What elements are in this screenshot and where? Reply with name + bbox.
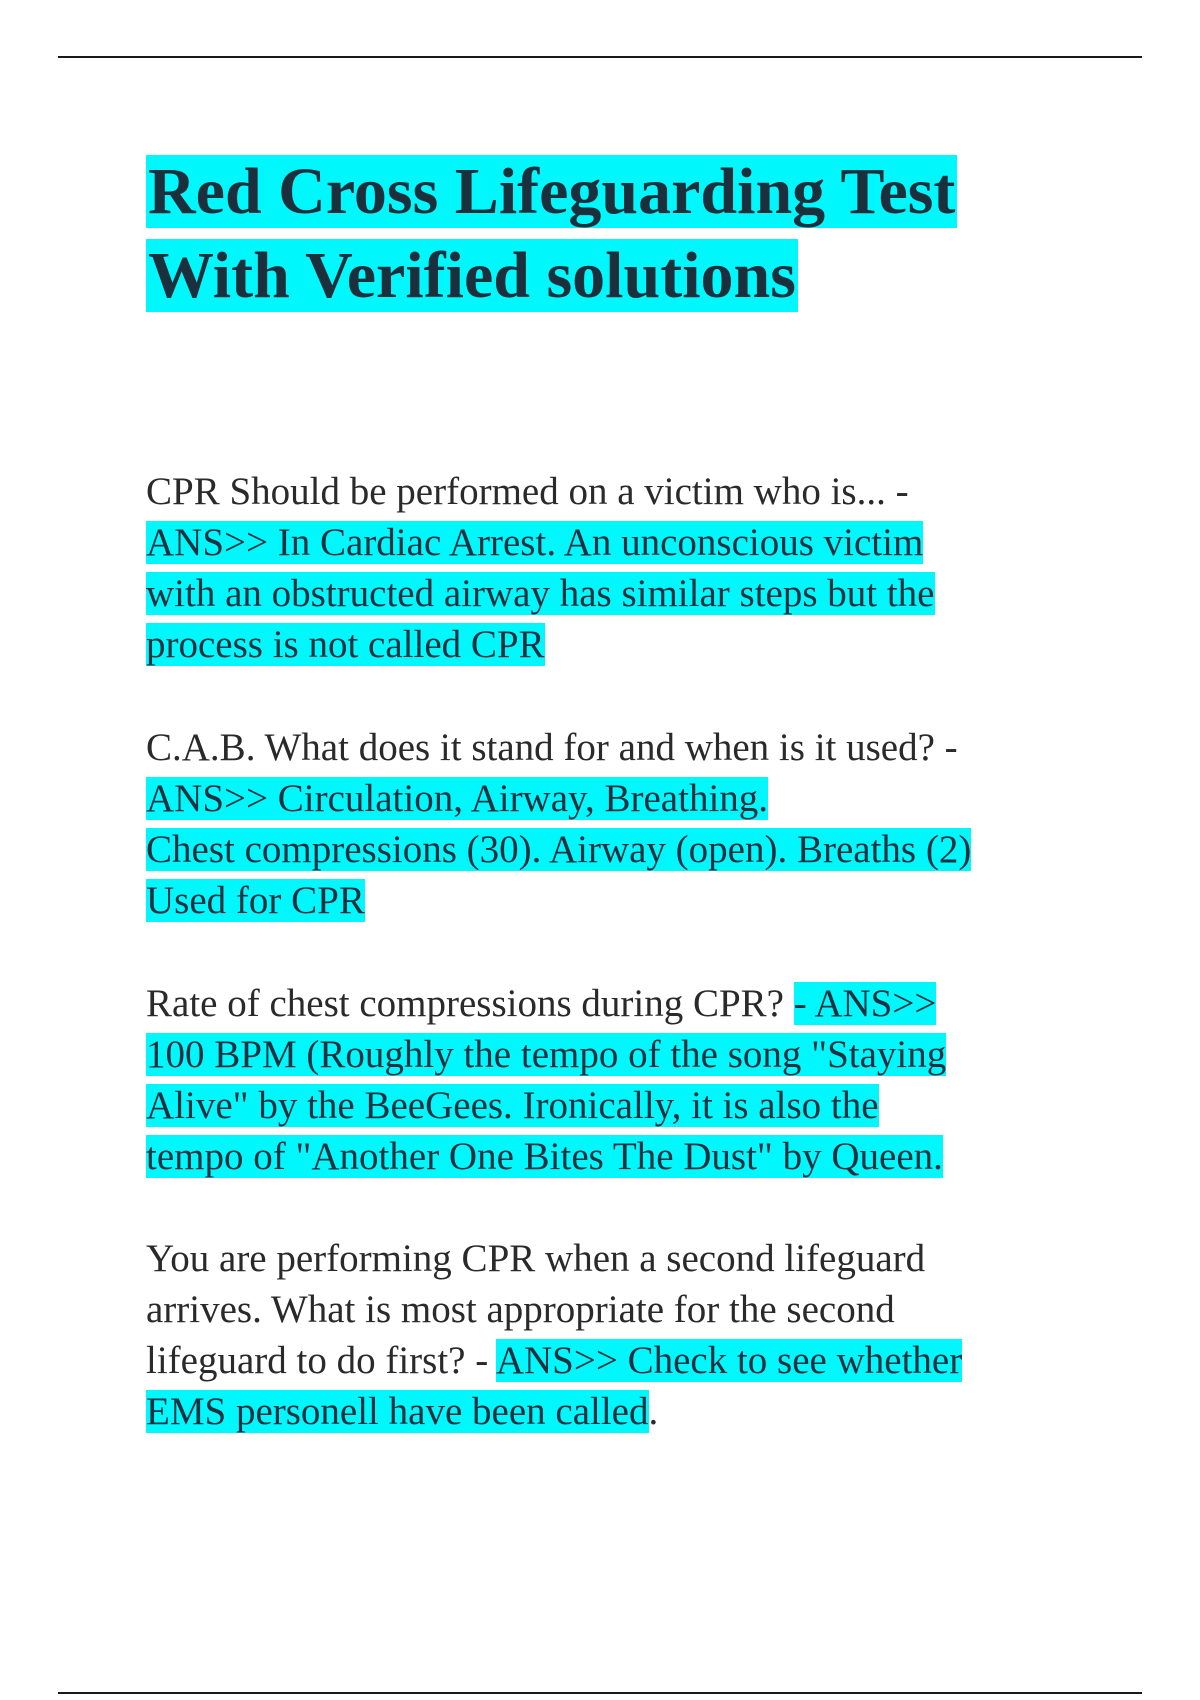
answer-text: - ANS>> [793,982,937,1025]
answer-text: 100 BPM (Roughly the tempo of the song "Staying [146,1033,947,1076]
qa-2-line-1 [146,722,1106,773]
answer-text: ANS>> Check to see whether [495,1339,963,1382]
qa-4-line-3 [146,1335,1106,1386]
qa-2-line-2 [146,773,1106,824]
answer-text: ANS>> In Cardiac Arrest. An unconscious victim [146,521,924,564]
qa-4-line-2 [146,1284,1106,1335]
title-line-1: Red Cross Lifeguarding Test [148,155,956,228]
question-text: CPR Should be performed on a victim who is... - [146,470,909,513]
question-text: Rate of chest compressions during CPR? [146,982,794,1025]
title-line-2: With Verified solutions [148,239,796,312]
answer-text: Used for CPR [146,879,365,922]
answer-text: tempo of "Another One Bites The Dust" by Queen. [146,1135,943,1178]
qa-1-line-3 [146,568,1106,619]
question-text: arrives. What is most appropriate for the second [146,1288,895,1331]
qa-3-line-3 [146,1080,1106,1131]
qa-3-line-1 [146,978,1106,1029]
qa-1-line-4 [146,619,1106,670]
qa-item-4 [146,1233,1106,1437]
question-text: lifeguard to do first? - [146,1339,496,1382]
qa-4-line-4 [146,1386,1106,1437]
answer-text: Chest compressions (30). Airway (open). Breaths (2) [146,828,972,871]
question-text: You are performing CPR when a second lifeguard [146,1237,926,1280]
qa-item-2 [146,722,1106,926]
qa-item-3 [146,978,1106,1182]
answer-text: process is not called CPR [146,623,545,666]
answer-text: with an obstructed airway has similar steps but the [146,572,935,615]
qa-1-line-2 [146,517,1106,568]
qa-item-1 [146,466,1106,670]
top-rule [58,56,1142,58]
answer-text: Alive" by the BeeGees. Ironically, it is also the [146,1084,879,1127]
question-text: C.A.B. What does it stand for and when is it used? - [146,726,958,769]
bottom-rule [58,1692,1142,1694]
qa-3-line-4 [146,1131,1106,1182]
answer-text: EMS personell have been called [146,1390,649,1433]
trailing-period: . [648,1390,659,1433]
qa-2-line-3 [146,824,1106,875]
qa-1-line-1 [146,466,1106,517]
qa-4-line-1 [146,1233,1106,1284]
answer-text: ANS>> Circulation, Airway, Breathing. [146,777,769,820]
document-title [146,150,1106,318]
qa-3-line-2 [146,1029,1106,1080]
qa-2-line-4 [146,875,1106,926]
